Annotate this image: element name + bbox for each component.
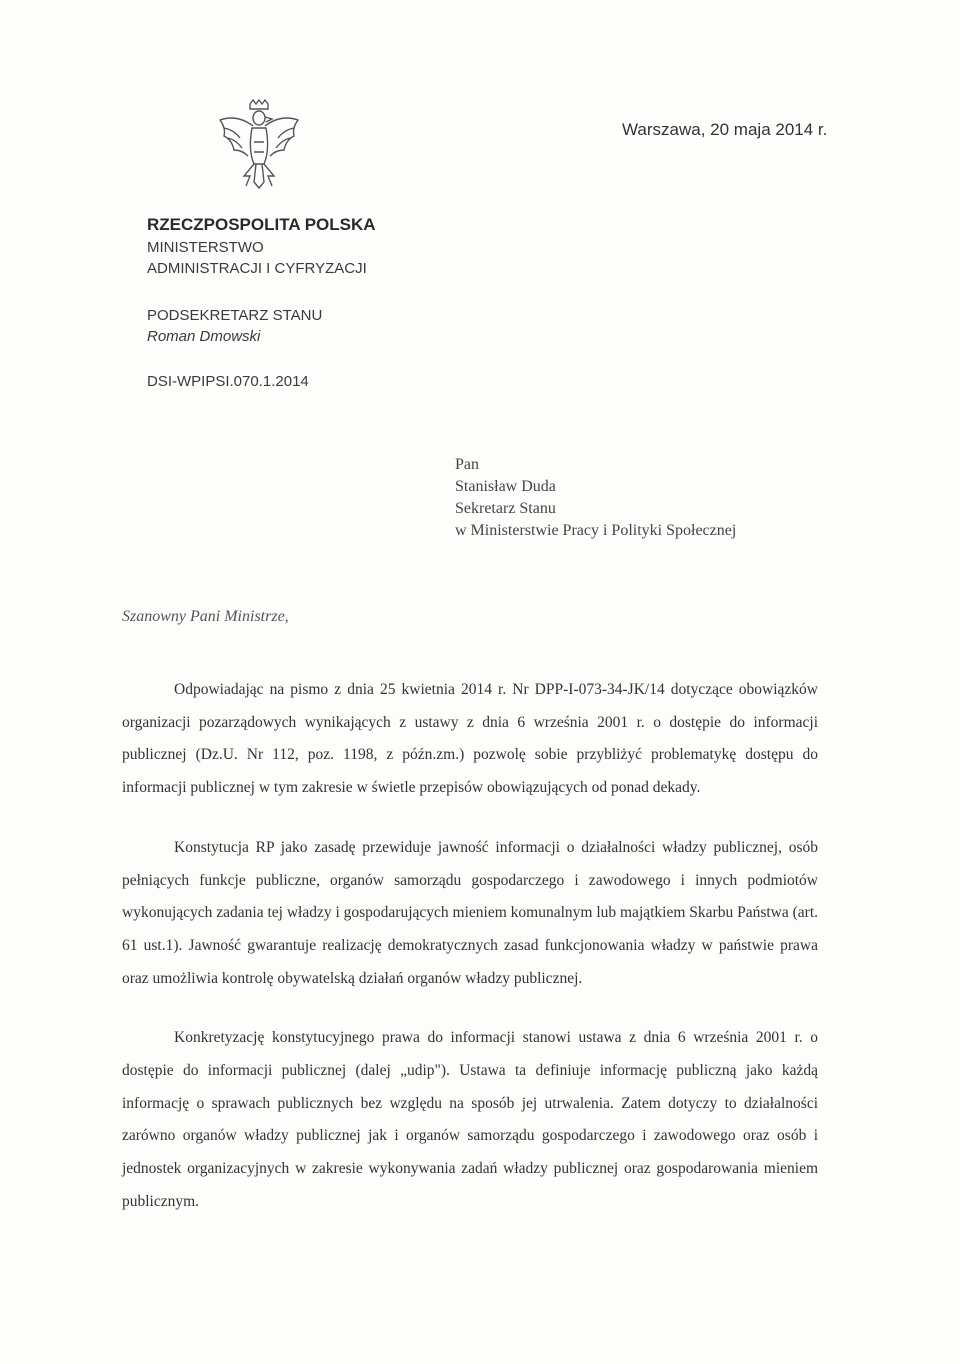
spacer	[147, 347, 376, 371]
paragraph-3: Konkretyzację konstytucyjnego prawa do informacji stanowi ustawa z dnia 6 września 2001 r. o dostępie do informacji publicznej (dalej „udip"). Ustawa ta definiuje informację publiczną jako każdą informację o sprawach publicznych bez względu na sposób jej utrwalenia. Zatem dotyczy to działalności zarówno organów władzy publicznej jak i organów samorządu gospodarczego i zawodowego oraz osób i jednostek organizacyjnych w zakresie wykonywania zadań władzy publicznej oraz gospodarowania mieniem publicznym.	[122, 1029, 818, 1210]
eagle-emblem-icon	[216, 98, 302, 194]
paragraph-2: Konstytucja RP jako zasadę przewiduje jawność informacji o działalności władzy publicznej, osób pełniących funkcje publiczne, organów samorządu gospodarczego i zawodowego i innych podmiotów wykonujących zadania tej władzy i gospodarujących mieniem komunalnym lub majątkiem Skarbu Państwa (art. 61 ust.1). Jawność gwarantuje realizację demokratycznych zasad funkcjonowania władzy w państwie prawa oraz umożliwia kontrolę obywatelską działań organów władzy publicznej.	[122, 838, 819, 987]
letter-date: Warszawa, 20 maja 2014 r.	[622, 120, 828, 139]
addressee-name: Stanisław Duda	[455, 478, 556, 495]
country-name: RZECZPOSPOLITA POLSKA	[147, 215, 376, 234]
salutation: Szanowny Pani Ministrze,	[122, 608, 289, 625]
addressee-title: Pan	[455, 456, 479, 473]
ministry-line-2: ADMINISTRACJI I CYFRYZACJI	[147, 260, 367, 277]
addressee-block	[455, 454, 736, 542]
sender-name: Roman Dmowski	[147, 328, 261, 345]
sender-position: PODSEKRETARZ STANU	[147, 307, 323, 324]
paragraph-1: Odpowiadając na pismo z dnia 25 kwietnia 2014 r. Nr DPP-I-073-34-JK/14 dotyczące obowiązków organizacji pozarządowych wynikających z ustawy z dnia 6 września 2001 r. o dostępie do informacji publicznej (Dz.U. Nr 112, poz. 1198, z późn.zm.) pozwolę sobie przybliżyć problematykę dostępu do informacji publicznej w tym zakresie w świetle przepisów obowiązujących od ponad dekady.	[122, 681, 818, 797]
ministry-line-1: MINISTERSTWO	[147, 239, 264, 256]
sender-block	[147, 214, 376, 392]
addressee-position: Sekretarz Stanu	[455, 500, 556, 517]
spacer	[147, 279, 376, 305]
reference-number: DSI-WPIPSI.070.1.2014	[147, 373, 309, 390]
addressee-ministry: w Ministerstwie Pracy i Polityki Społecznej	[455, 522, 737, 539]
letter-body	[122, 674, 818, 1219]
